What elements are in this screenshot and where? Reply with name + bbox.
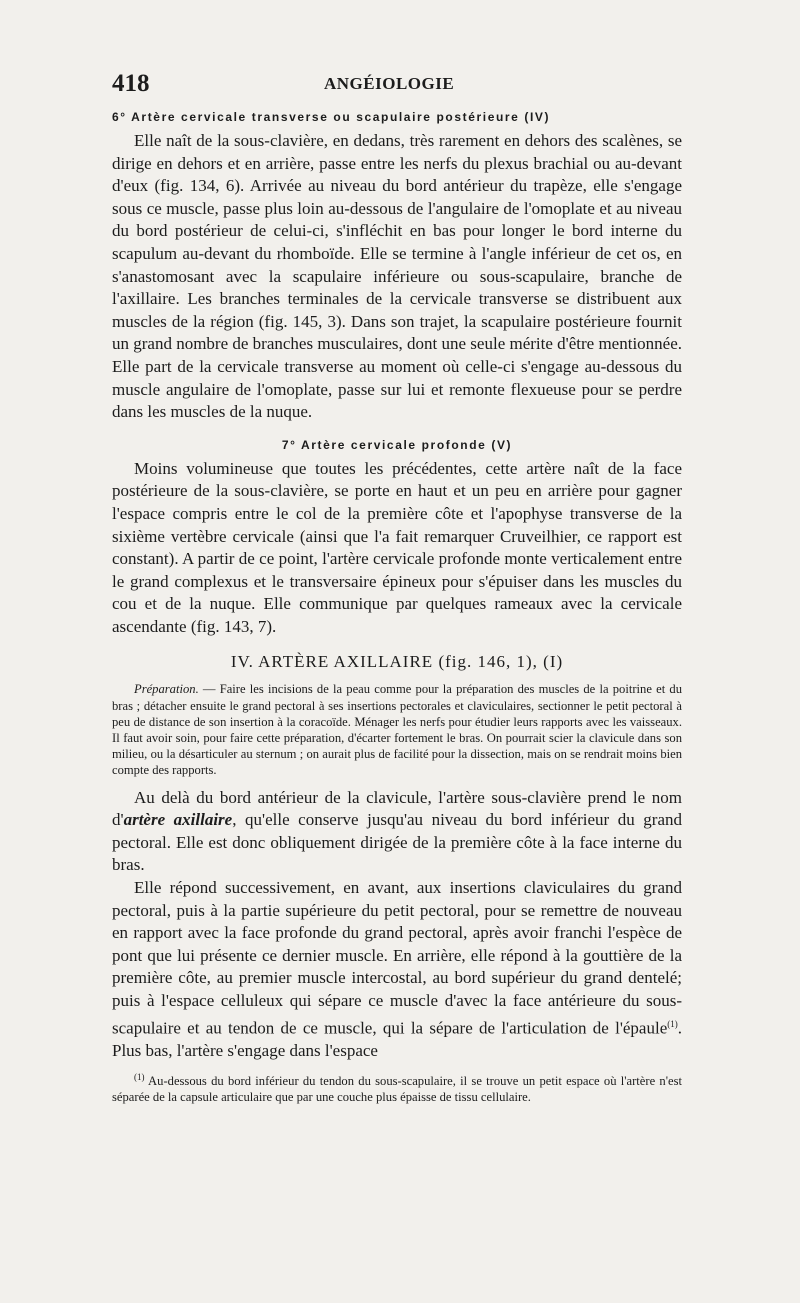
axillaire-text-after: , qu'elle conserve jusqu'au niveau du bord inférieur du grand pectoral. Elle est donc obliquement dirigée de la première côte à la face interne du bras.: [112, 810, 682, 875]
rapports-text-before: Elle répond successivement, en avant, aux insertions claviculaires du grand pectoral, puis à la partie supérieure du petit pectoral, pour se remettre de nouveau en rapport avec la face profonde du grand pectoral, après avoir franchi l'espèce de pont que lui présente ce dernier muscle. En arrière, elle répond à la gouttière de la première côte, au premier muscle intercostal, au bord supérieur du grand dentelé; puis à l'espace celluleux qui sépare ce muscle d'avec la face antérieure du sous-scapulaire et au tendon de ce muscle, qui la sépare de l'articulation de l'épaule: [112, 878, 682, 1038]
footnote: [112, 1070, 682, 1105]
paragraph-axillaire-2: [112, 877, 682, 1062]
page-header: [112, 70, 682, 110]
page: [112, 70, 682, 1106]
paragraph-axillaire-1: [112, 787, 682, 877]
footnote-marker: (1): [134, 1072, 145, 1083]
footnote-text: Au-dessous du bord inférieur du tendon du sous-scapulaire, il se trouve un petit espace où l'artère n'est séparée de la capsule articulaire que par une couche plus épaisse de tissu cellulaire.: [112, 1074, 682, 1105]
section-heading-7: 7° Artère cervicale profonde (V): [281, 437, 513, 452]
paragraph-section-6: Elle naît de la sous-clavière, en dedans, très rarement en dehors des scalènes, se dirige en dehors et en arrière, passe entre les nerfs du plexus brachial ou au-devant d'eux (fig. 134, 6). Arrivée au niveau du bord antérieur du trapèze, elle s'engage sous ce muscle, passe plus loin au-dessous de l'angulaire de l'omoplate et au niveau du bord postérieur de celui-ci, s'infléchit en bas pour longer le bord interne du scapulum au-devant du rhomboïde. Elle se termine à l'angle inférieur de cet os, en s'anastomosant avec la scapulaire inférieure ou sous-scapulaire, branche de l'axillaire. Les branches terminales de la cervicale transverse se distribuent aux muscles de la région (fig. 145, 3). Dans son trajet, la scapulaire postérieure fournit un grand nombre de branches musculaires, dont une seule mérite d'être mentionnée. Elle part de la cervicale transverse au moment où celle-ci s'engage au-dessous du muscle angulaire de l'omoplate, passe sur lui et remonte flexueuse pour se perdre dans les muscles de la nuque.: [112, 131, 683, 422]
axillaire-term: artère axillaire: [123, 810, 233, 830]
section-heading-6: 6° Artère cervicale transverse ou scapulaire postérieure (IV): [112, 110, 551, 124]
section-heading-iv: IV. ARTÈRE AXILLAIRE (fig. 146, 1), (I): [230, 652, 564, 672]
axillaire-text-before: Au delà du bord antérieur de la clavicule, l'artère sous-clavière prend le nom d': [112, 787, 682, 830]
preparation-label: Préparation.: [134, 682, 199, 697]
preparation-note: [112, 681, 682, 778]
page-number: 418: [112, 70, 150, 97]
footnote-reference: (1): [667, 1018, 678, 1029]
preparation-text: — Faire les incisions de la peau comme pour la préparation des muscles de la poitrine et du bras ; détacher ensuite le grand pectoral à ses insertions pectorales et claviculaires, sectionner le petit pectoral à peu de distance de son insertion à la coracoïde. Ménager les nerfs pour étudier leurs rapports avec les vaisseaux. Il faut avoir soin, pour faire cette préparation, d'écarter fortement le bras. On pourrait scier la clavicule dans son milieu, ou la désarticuler au sternum ; on aurait plus de facilité pour la dissection, mais on se rendrait moins bien compte des rapports.: [112, 682, 682, 778]
paragraph-section-7: Moins volumineuse que toutes les précédentes, cette artère naît de la face postérieure de la sous-clavière, se porte en haut et un peu en arrière pour gagner l'espace compris entre le col de la première côte et l'apophyse transverse de la sixième vertèbre cervicale (ainsi que l'a fait remarquer Cruveilhier, ce rapport est constant). A partir de ce point, l'artère cervicale profonde monte verticalement entre le grand complexus et le transversaire épineux pour s'épuiser dans les muscles du cou et de la nuque. Elle communique par quelques rameaux avec la cervicale ascendante (fig. 143, 7).: [112, 458, 682, 636]
running-head: ANGÉIOLOGIE: [324, 74, 455, 93]
rapports-text-after: . Plus bas, l'artère s'engage dans l'espace: [112, 1018, 682, 1060]
